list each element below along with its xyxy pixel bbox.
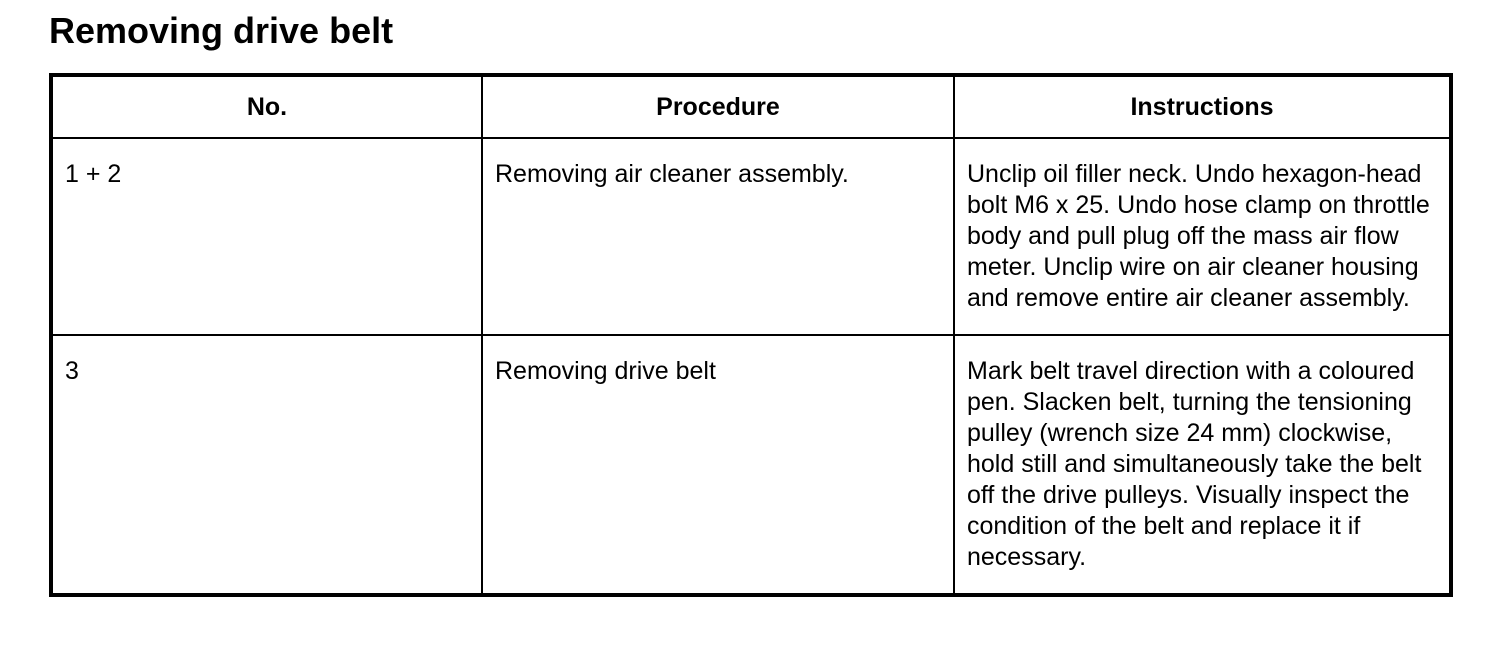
cell-instructions: Mark belt travel direction with a coloured pen. Slacken belt, turning the tensioning pulley (wrench size 24 mm) clockwise, hold still and simultaneously take the belt off the drive pulleys. Visually inspect the condition of the belt and replace it if necessary. xyxy=(954,335,1451,595)
cell-instructions: Unclip oil filler neck. Undo hexagon-head bolt M6 x 25. Undo hose clamp on throttle body and pull plug off the mass air flow meter. Unclip wire on air cleaner housing and remove entire air cleaner assembly. xyxy=(954,138,1451,335)
column-header-instructions: Instructions xyxy=(954,75,1451,138)
column-header-procedure: Procedure xyxy=(482,75,954,138)
column-header-no: No. xyxy=(51,75,482,138)
table-header-row xyxy=(51,75,1451,138)
cell-procedure: Removing drive belt xyxy=(482,335,954,595)
page-title: Removing drive belt xyxy=(49,10,394,51)
table-row xyxy=(51,138,1451,335)
cell-no: 1 + 2 xyxy=(51,138,482,335)
table-row xyxy=(51,335,1451,595)
procedure-table xyxy=(49,73,1453,597)
cell-procedure: Removing air cleaner assembly. xyxy=(482,138,954,335)
cell-no: 3 xyxy=(51,335,482,595)
